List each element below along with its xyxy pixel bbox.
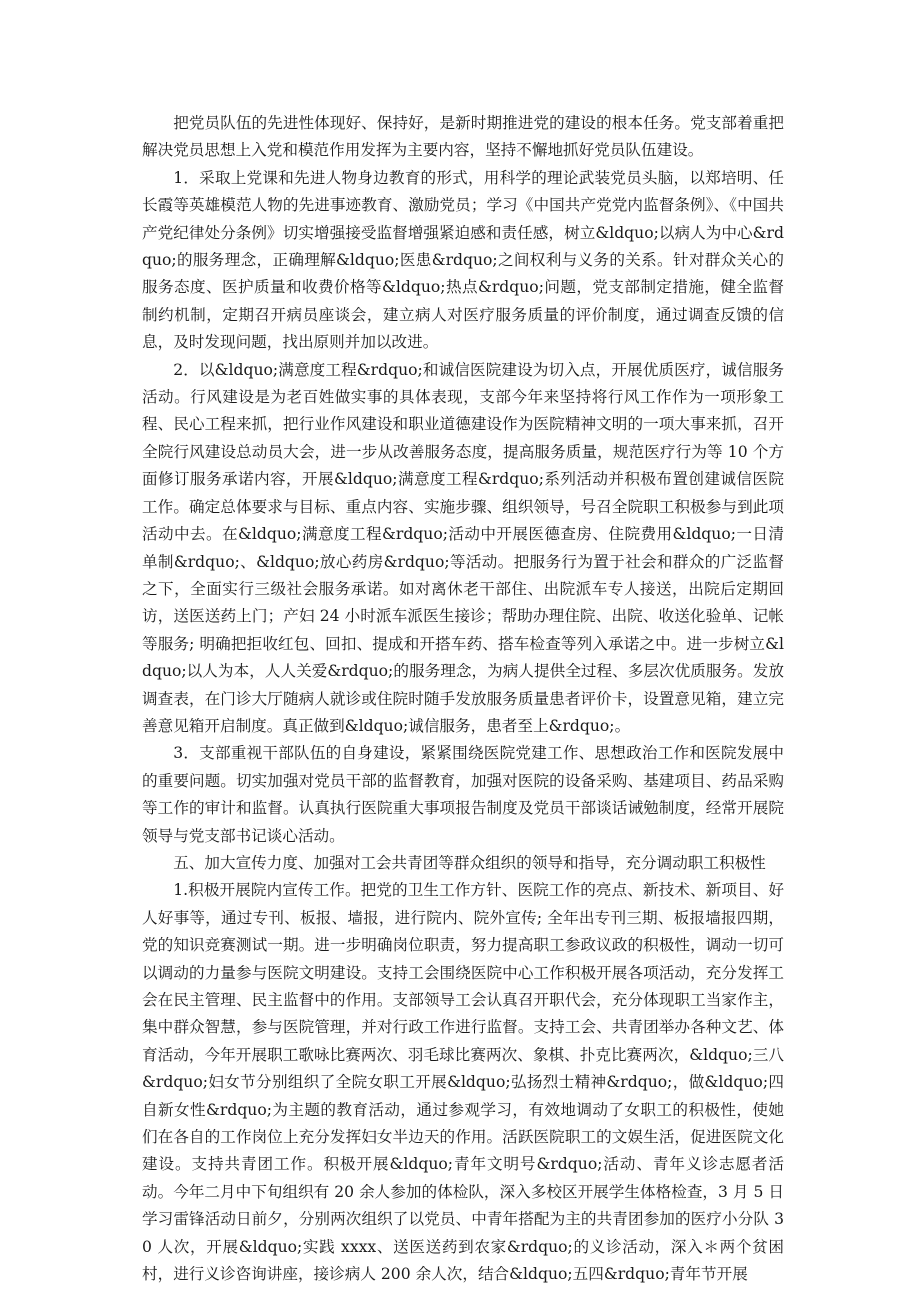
paragraph-section-1: 1.积极开展院内宣传工作。把党的卫生工作方针、医院工作的亮点、新技术、新项目、好人好事等，通过专刊、板报、墙报，进行院内、院外宣传; 全年出专刊三期、板报墙报四期，党的知识竞赛测试一期。进一步明确岗位职责，努力提高职工参政议政的积极性，调动一切可以调动的力量参与医院文明建设。支持工会围绕医院中心工作积极开展各项活动，充分发挥工会在民主管理、民主监督中的作用。支部领导工会认真召开职代会，充分体现职工当家作主，集中群众智慧，参与医院管理，并对行政工作进行监督。支持工会、共青团举办各种文艺、体育活动，今年开展职工歌咏比赛两次、羽毛球比赛两次、象棋、扑克比赛两次，&ldquo;三八&rdquo;妇女节分别组织了全院女职工开展&ldquo;弘扬烈士精神&rdquo;，做&ldquo;四自新女性&rdquo;为主题的教育活动，通过参观学习，有效地调动了女职工的积极性，使她们在各自的工作岗位上充分发挥妇女半边天的作用。活跃医院职工的文娱生活，促进医院文化建设。支持共青团工作。积极开展&ldquo;青年文明号&rdquo;活动、青年义诊志愿者活动。今年二月中下旬组织有 20 余人参加的体检队，深入多校区开展学生体格检查，3 月 5 日学习雷锋活动日前夕，分别两次组织了以党员、中青年搭配为主的共青团参加的医疗小分队 30 人次，开展&ldquo;实践 xxxx、送医送药到农家&rdquo;的义诊活动，深入＊两个贫困村，进行义诊咨询讲座，接诊病人 200 余人次，结合&ldquo;五四&rdquo;青年节开展	[142, 881, 784, 1284]
section-heading: 五、加大宣传力度、加强对工会共青团等群众组织的领导和指导，充分调动职工积极性	[173, 853, 766, 872]
document-page	[142, 110, 784, 1288]
paragraph-item-1: 1．采取上党课和先进人物身边教育的形式，用科学的理论武装党员头脑，以郑培明、任长霞等英雄模范人物的先进事迹教育、激励党员；学习《中国共产党党内监督条例》、《中国共产党纪律处分条例》切实增强接受监督增强紧迫感和责任感，树立&ldquo;以病人为中心&rdquo;的服务理念，正确理解&ldquo;医患&rdquo;之间权利与义务的关系。针对群众关心的服务态度、医护质量和收费价格等&ldquo;热点&rdquo;问题，党支部制定措施，健全监督制约机制，定期召开病员座谈会，建立病人对医疗服务质量的评价制度，通过调查反馈的信息，及时发现问题，找出原则并加以改进。	[142, 168, 784, 352]
paragraph-intro: 把党员队伍的先进性体现好、保持好，是新时期推进党的建设的根本任务。党支部着重把解决党员思想上入党和模范作用发挥为主要内容，坚持不懈地抓好党员队伍建设。	[142, 114, 784, 160]
paragraph-item-2: 2．以&ldquo;满意度工程&rdquo;和诚信医院建设为切入点，开展优质医疗，诚信服务活动。行风建设是为老百姓做实事的具体表现，支部今年来坚持将行风工作作为一项形象工程、民心工程来抓，把行业作风建设和职业道德建设作为医院精神文明的一项大事来抓，召开全院行风建设总动员大会，进一步从改善服务态度，提高服务质量，规范医疗行为等 10 个方面修订服务承诺内容，开展&ldquo;满意度工程&rdquo;系列活动并积极布置创建诚信医院工作。确定总体要求与目标、重点内容、实施步骤、组织领导，号召全院职工积极参与到此项活动中去。在&ldquo;满意度工程&rdquo;活动中开展医德查房、住院费用&ldquo;一日清单制&rdquo;、&ldquo;放心药房&rdquo;等活动。把服务行为置于社会和群众的广泛监督之下，全面实行三级社会服务承诺。如对离休老干部住、出院派车专人接送，出院后定期回访，送医送药上门；产妇 24 小时派车派医生接诊；帮助办理住院、出院、收送化验单、记帐等服务; 明确把拒收红包、回扣、提成和开搭车药、搭车检查等列入承诺之中。进一步树立&ldquo;以人为本，人人关爱&rdquo;的服务理念，为病人提供全过程、多层次优质服务。发放调查表，在门诊大厅随病人就诊或住院时随手发放服务质量患者评价卡，设置意见箱，建立完善意见箱开启制度。真正做到&ldquo;诚信服务，患者至上&rdquo;。	[142, 360, 784, 735]
paragraph-item-3: 3．支部重视干部队伍的自身建设，紧紧围绕医院党建工作、思想政治工作和医院发展中的重要问题。切实加强对党员干部的监督教育，加强对医院的设备采购、基建项目、药品采购等工作的审计和监督。认真执行医院重大事项报告制度及党员干部谈话诫勉制度，经常开展院领导与党支部书记谈心活动。	[142, 744, 784, 845]
